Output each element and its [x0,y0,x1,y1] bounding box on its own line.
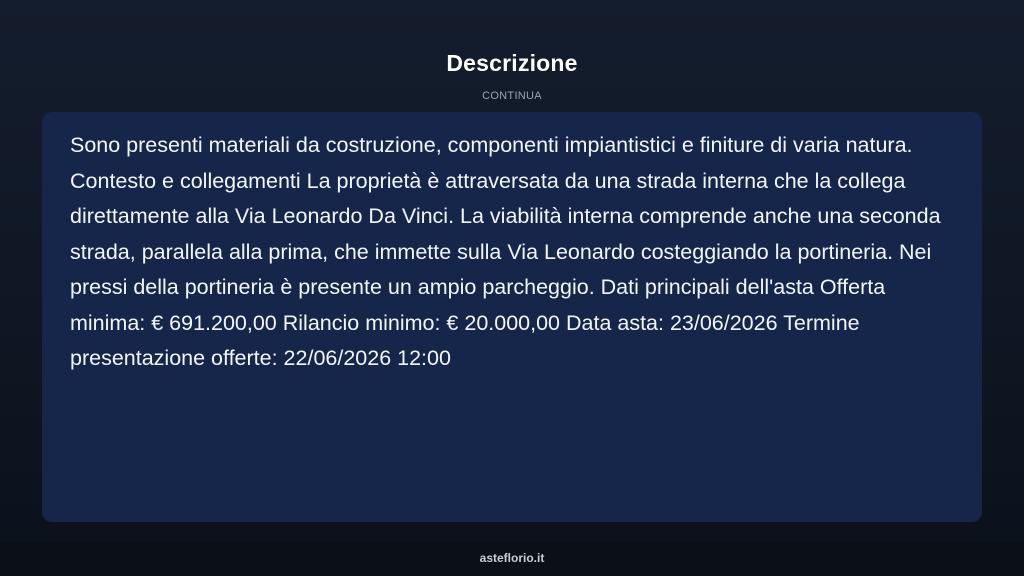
footer-site-label: asteflorio.it [479,551,545,565]
page-title: Descrizione [446,50,578,76]
description-text: Sono presenti materiali da costruzione, componenti impiantistici e finiture di varia natura. Contesto e collegamenti La proprietà è attraversata da una strada interna che la collega direttamente alla Via Leonardo Da Vinci. La viabilità interna comprende anche una seconda strada, parallela alla prima, che immette sulla Via Leonardo costeggiando la portineria. Nei pressi della portineria è presente un ampio parcheggio. Dati principali dell'asta Offerta minima: € 691.200,00 Rilancio minimo: € 20.000,00 Data asta: 23/06/2026 Termine presentazione offerte: 22/06/2026 12:00 [70,133,941,370]
continue-label: CONTINUA [482,90,542,102]
description-card [42,112,982,522]
